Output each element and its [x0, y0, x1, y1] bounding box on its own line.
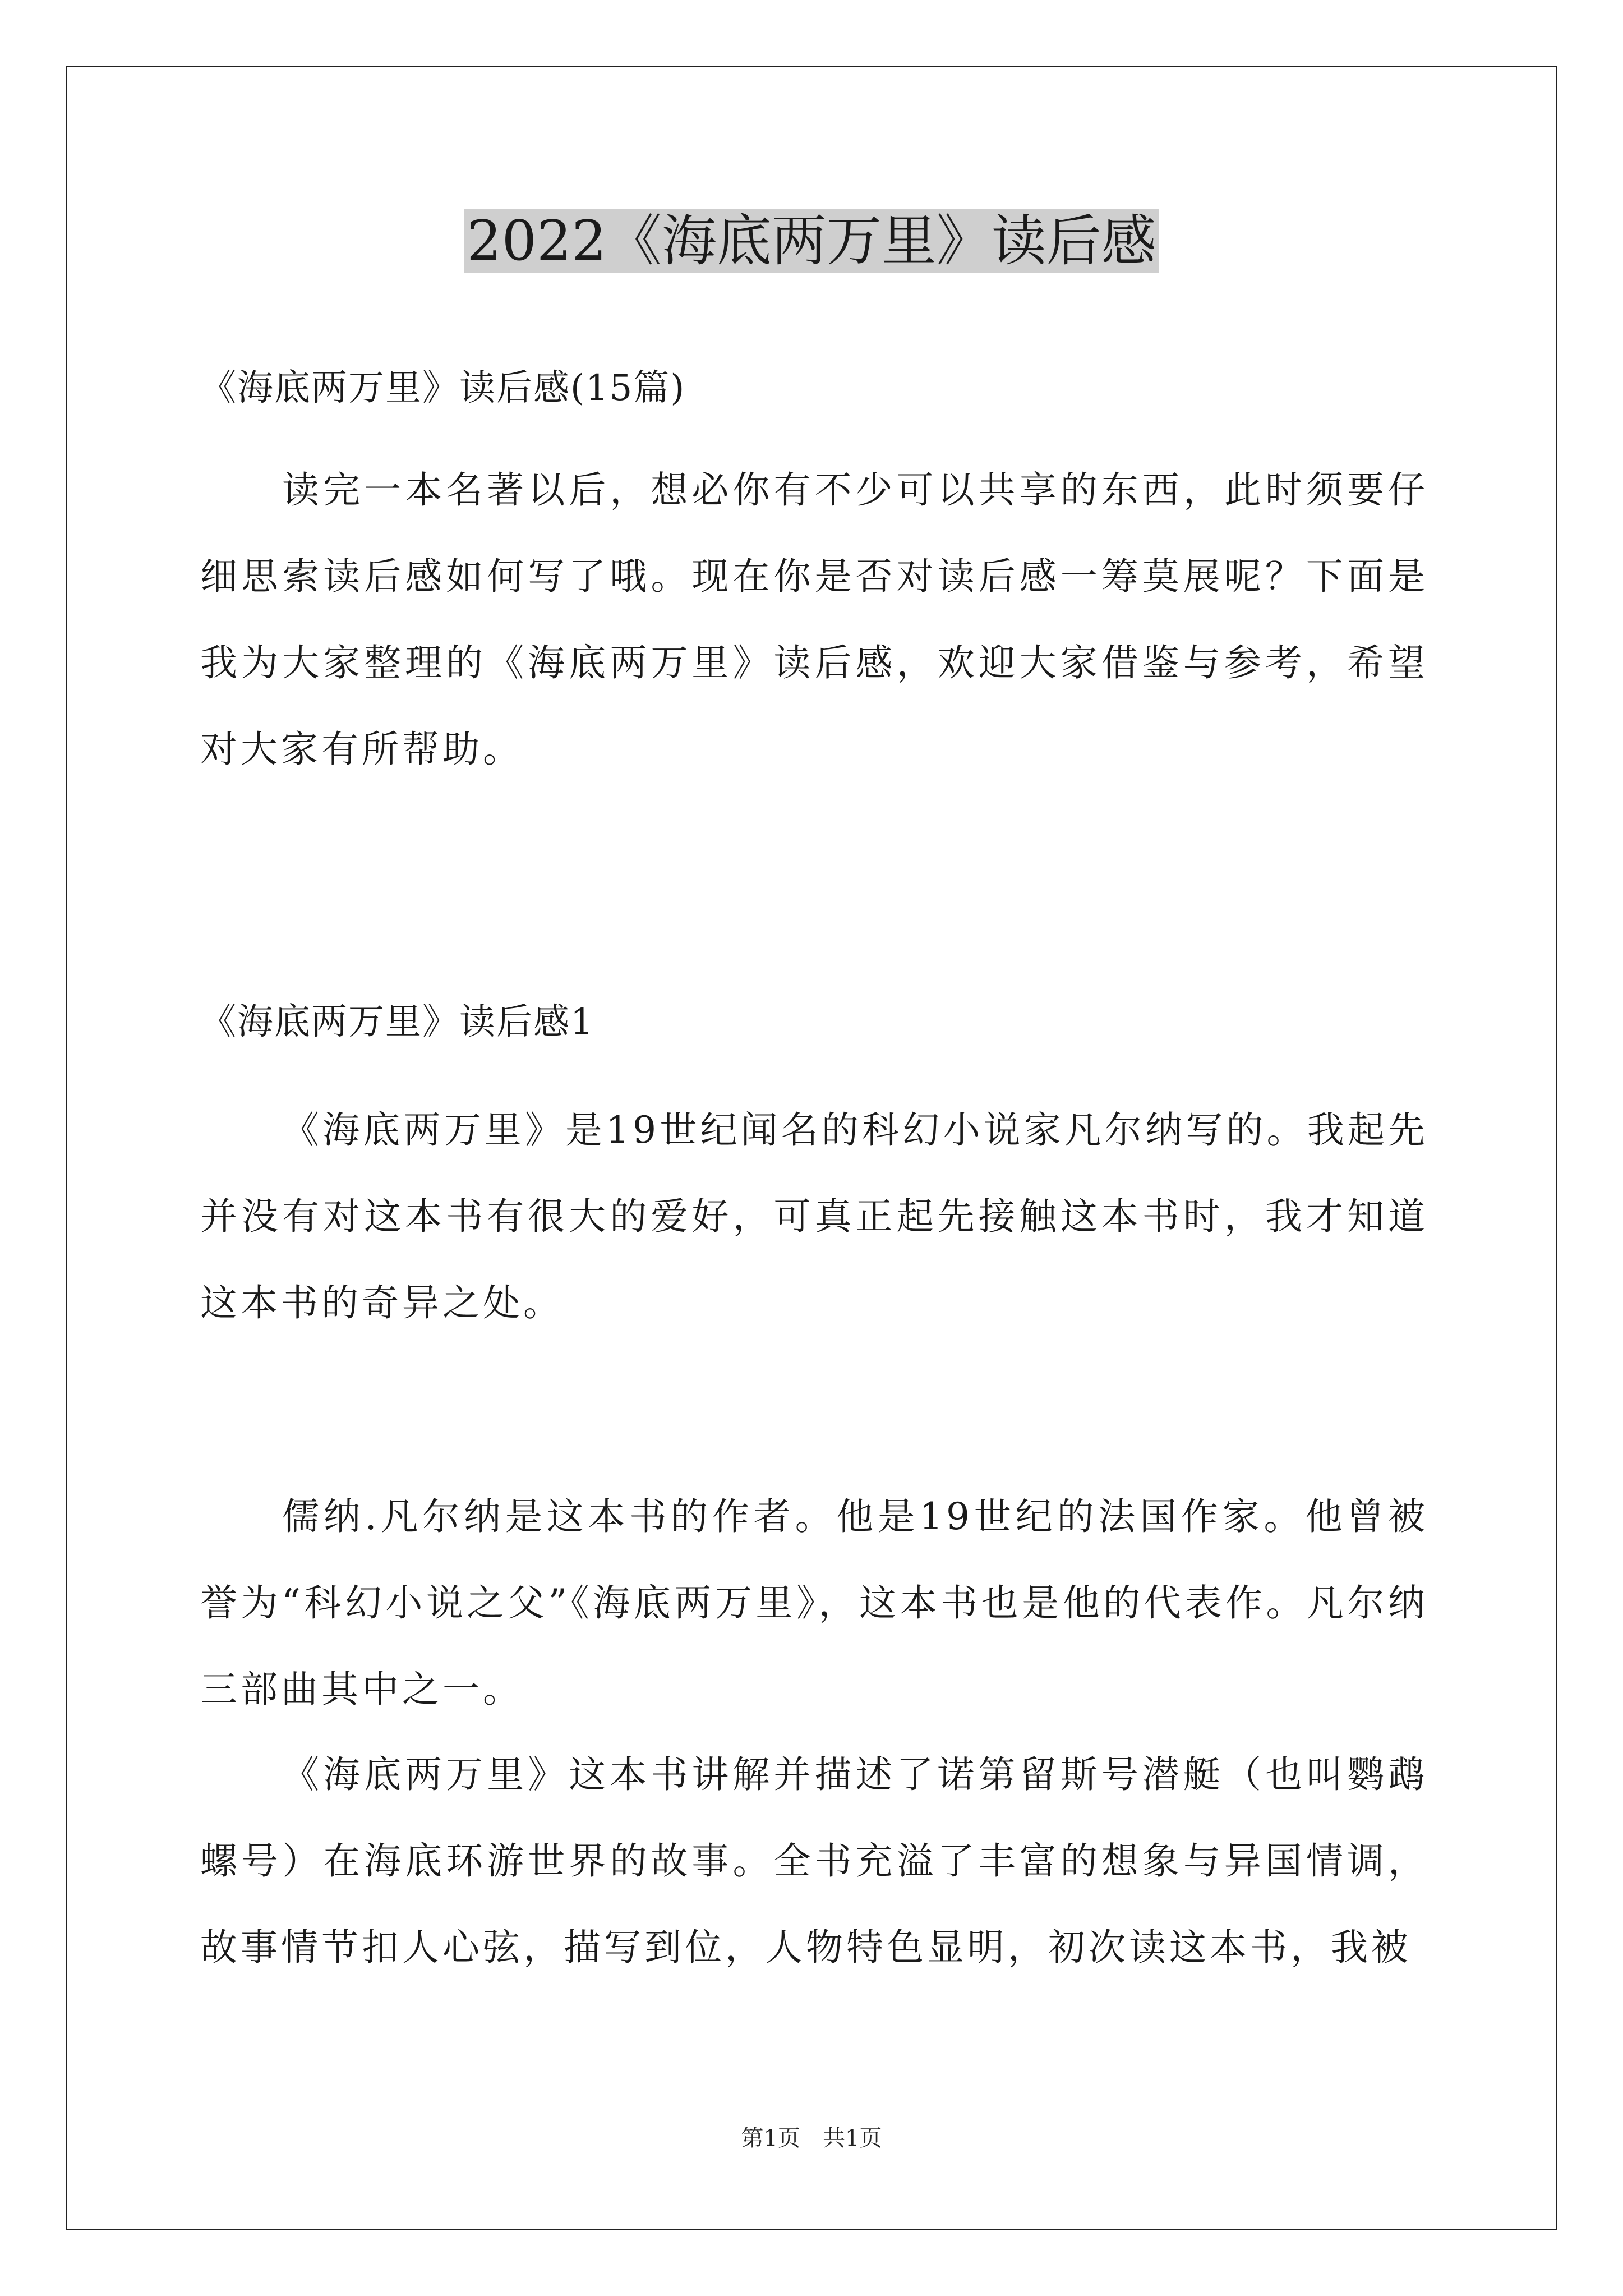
document-title [0, 199, 1623, 283]
page-footer: 第1页 共1页 [741, 2125, 882, 2151]
body-paragraph: 儒纳.凡尔纳是这本书的作者。他是19世纪的法国作家。他曾被誉为“科幻小说之父”《海底两万里》，这本书也是他的代表作。凡尔纳三部曲其中之一。 [200, 1495, 1428, 1711]
document-subtitle: 《海底两万里》读后感(15篇) [200, 367, 686, 409]
intro-paragraph: 读完一本名著以后，想必你有不少可以共享的东西，此时须要仔细思索读后感如何写了哦。现在你是否对读后感一筹莫展呢？下面是我为大家整理的《海底两万里》读后感，欢迎大家借鉴与参考，希望对大家有所帮助。 [200, 468, 1428, 771]
body-paragraph: 《海底两万里》这本书讲解并描述了诺第留斯号潜艇（也叫鹦鹉螺号）在海底环游世界的故事。全书充溢了丰富的想象与异国情调，故事情节扣人心弦，描写到位，人物特色显明，初次读这本书，我被 [200, 1753, 1428, 1969]
body-paragraph: 《海底两万里》是19世纪闻名的科幻小说家凡尔纳写的。我起先并没有对这本书有很大的爱好，可真正起先接触这本书时，我才知道这本书的奇异之处。 [200, 1108, 1428, 1324]
section-heading: 《海底两万里》读后感1 [200, 1001, 594, 1043]
document-title-text: 2022《海底两万里》读后感 [464, 209, 1158, 273]
